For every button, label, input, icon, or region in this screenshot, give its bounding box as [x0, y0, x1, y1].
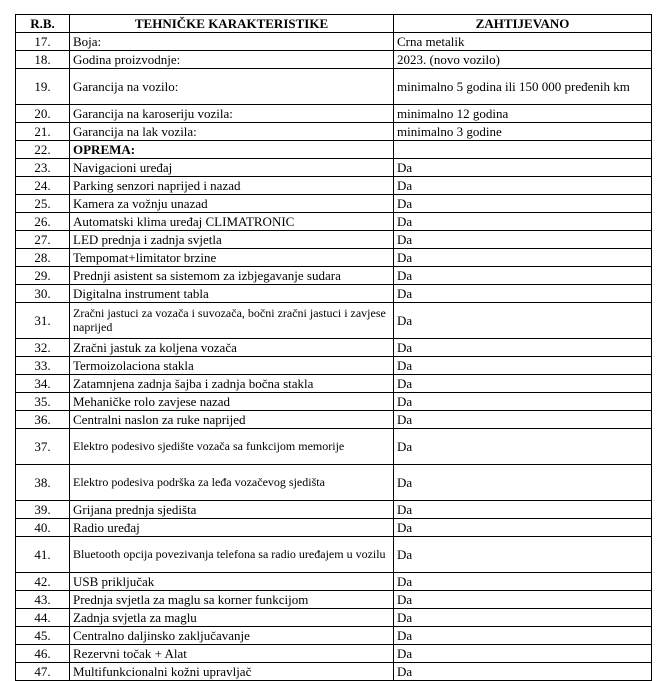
- row-characteristic: LED prednja i zadnja svjetla: [70, 231, 394, 249]
- table-body: [16, 33, 652, 681]
- row-number: 46.: [16, 645, 70, 663]
- table-row: [16, 501, 652, 519]
- row-number: 40.: [16, 519, 70, 537]
- table-row: [16, 213, 652, 231]
- row-number: 35.: [16, 393, 70, 411]
- table-row: [16, 375, 652, 393]
- table-row: [16, 339, 652, 357]
- row-required-value: Crna metalik: [394, 33, 652, 51]
- row-number: 34.: [16, 375, 70, 393]
- table-row: [16, 231, 652, 249]
- row-required-value: Da: [394, 285, 652, 303]
- table-row: [16, 357, 652, 375]
- row-characteristic: Bluetooth opcija povezivanja telefona sa radio uređajem u vozilu: [70, 537, 394, 573]
- row-required-value: [394, 141, 652, 159]
- row-required-value: Da: [394, 663, 652, 681]
- row-required-value: minimalno 3 godine: [394, 123, 652, 141]
- row-characteristic: USB priključak: [70, 573, 394, 591]
- row-number: 41.: [16, 537, 70, 573]
- row-characteristic: Elektro podesiva podrška za leđa vozačevog sjedišta: [70, 465, 394, 501]
- row-characteristic: Elektro podesivo sjedište vozača sa funkcijom memorije: [70, 429, 394, 465]
- row-number: 37.: [16, 429, 70, 465]
- row-required-value: Da: [394, 375, 652, 393]
- table-row: [16, 645, 652, 663]
- row-characteristic: Navigacioni uređaj: [70, 159, 394, 177]
- row-required-value: Da: [394, 231, 652, 249]
- table-row: [16, 69, 652, 105]
- row-number: 33.: [16, 357, 70, 375]
- header-rb: R.B.: [16, 15, 70, 33]
- table-row: [16, 609, 652, 627]
- row-required-value: Da: [394, 249, 652, 267]
- header-characteristics: TEHNIČKE KARAKTERISTIKE: [70, 15, 394, 33]
- table-row: [16, 663, 652, 681]
- row-number: 38.: [16, 465, 70, 501]
- row-characteristic: Centralno daljinsko zaključavanje: [70, 627, 394, 645]
- table-row: [16, 249, 652, 267]
- table-row: [16, 411, 652, 429]
- row-number: 39.: [16, 501, 70, 519]
- row-required-value: minimalno 12 godina: [394, 105, 652, 123]
- table-row: [16, 159, 652, 177]
- table-row: [16, 465, 652, 501]
- row-number: 31.: [16, 303, 70, 339]
- row-required-value: Da: [394, 357, 652, 375]
- header-required: ZAHTIJEVANO: [394, 15, 652, 33]
- row-number: 26.: [16, 213, 70, 231]
- row-number: 24.: [16, 177, 70, 195]
- row-characteristic: Parking senzori naprijed i nazad: [70, 177, 394, 195]
- table-row: [16, 123, 652, 141]
- row-required-value: Da: [394, 465, 652, 501]
- row-number: 19.: [16, 69, 70, 105]
- row-characteristic: Garancija na vozilo:: [70, 69, 394, 105]
- table-row: [16, 573, 652, 591]
- row-characteristic: Kamera za vožnju unazad: [70, 195, 394, 213]
- row-required-value: Da: [394, 519, 652, 537]
- row-number: 25.: [16, 195, 70, 213]
- table-row: [16, 105, 652, 123]
- table-header-row: [16, 15, 652, 33]
- row-characteristic: Godina proizvodnje:: [70, 51, 394, 69]
- row-required-value: Da: [394, 609, 652, 627]
- table-row: [16, 51, 652, 69]
- row-required-value: Da: [394, 429, 652, 465]
- row-required-value: 2023. (novo vozilo): [394, 51, 652, 69]
- row-number: 20.: [16, 105, 70, 123]
- table-row: [16, 537, 652, 573]
- row-number: 29.: [16, 267, 70, 285]
- table-row: [16, 195, 652, 213]
- row-number: 30.: [16, 285, 70, 303]
- row-required-value: Da: [394, 501, 652, 519]
- row-characteristic: Garancija na lak vozila:: [70, 123, 394, 141]
- row-number: 27.: [16, 231, 70, 249]
- row-required-value: Da: [394, 213, 652, 231]
- specification-table: [15, 14, 652, 681]
- row-characteristic: Multifunkcionalni kožni upravljač: [70, 663, 394, 681]
- row-characteristic: Grijana prednja sjedišta: [70, 501, 394, 519]
- table-row: [16, 33, 652, 51]
- table-row: [16, 393, 652, 411]
- row-characteristic: Zračni jastuci za vozača i suvozača, bočni zračni jastuci i zavjese naprijed: [70, 303, 394, 339]
- row-number: 44.: [16, 609, 70, 627]
- row-number: 18.: [16, 51, 70, 69]
- row-number: 42.: [16, 573, 70, 591]
- table-row: [16, 177, 652, 195]
- row-number: 21.: [16, 123, 70, 141]
- row-number: 32.: [16, 339, 70, 357]
- row-characteristic: Automatski klima uređaj CLIMATRONIC: [70, 213, 394, 231]
- row-required-value: Da: [394, 573, 652, 591]
- table-row: [16, 267, 652, 285]
- row-required-value: Da: [394, 645, 652, 663]
- table-row: [16, 141, 652, 159]
- row-required-value: Da: [394, 159, 652, 177]
- row-required-value: Da: [394, 177, 652, 195]
- row-characteristic: Rezervni točak + Alat: [70, 645, 394, 663]
- row-characteristic: Garancija na karoseriju vozila:: [70, 105, 394, 123]
- row-required-value: Da: [394, 393, 652, 411]
- row-characteristic: Prednja svjetla za maglu sa korner funkcijom: [70, 591, 394, 609]
- row-characteristic: Zračni jastuk za koljena vozača: [70, 339, 394, 357]
- table-row: [16, 429, 652, 465]
- row-characteristic: Prednji asistent sa sistemom za izbjegavanje sudara: [70, 267, 394, 285]
- row-number: 22.: [16, 141, 70, 159]
- table-row: [16, 591, 652, 609]
- row-required-value: Da: [394, 591, 652, 609]
- row-characteristic: Boja:: [70, 33, 394, 51]
- row-number: 45.: [16, 627, 70, 645]
- row-characteristic: Termoizolaciona stakla: [70, 357, 394, 375]
- row-characteristic: Tempomat+limitator brzine: [70, 249, 394, 267]
- row-characteristic: Digitalna instrument tabla: [70, 285, 394, 303]
- row-required-value: Da: [394, 303, 652, 339]
- table-row: [16, 303, 652, 339]
- row-required-value: Da: [394, 339, 652, 357]
- table-row: [16, 285, 652, 303]
- table-row: [16, 519, 652, 537]
- row-characteristic: Radio uređaj: [70, 519, 394, 537]
- row-characteristic: OPREMA:: [70, 141, 394, 159]
- row-required-value: Da: [394, 267, 652, 285]
- row-required-value: Da: [394, 411, 652, 429]
- row-number: 28.: [16, 249, 70, 267]
- row-characteristic: Centralni naslon za ruke naprijed: [70, 411, 394, 429]
- row-characteristic: Mehaničke rolo zavjese nazad: [70, 393, 394, 411]
- row-required-value: Da: [394, 627, 652, 645]
- row-number: 17.: [16, 33, 70, 51]
- row-number: 43.: [16, 591, 70, 609]
- row-number: 23.: [16, 159, 70, 177]
- row-required-value: Da: [394, 537, 652, 573]
- row-number: 47.: [16, 663, 70, 681]
- row-characteristic: Zatamnjena zadnja šajba i zadnja bočna stakla: [70, 375, 394, 393]
- row-number: 36.: [16, 411, 70, 429]
- table-row: [16, 627, 652, 645]
- row-characteristic: Zadnja svjetla za maglu: [70, 609, 394, 627]
- row-required-value: minimalno 5 godina ili 150 000 pređenih km: [394, 69, 652, 105]
- row-required-value: Da: [394, 195, 652, 213]
